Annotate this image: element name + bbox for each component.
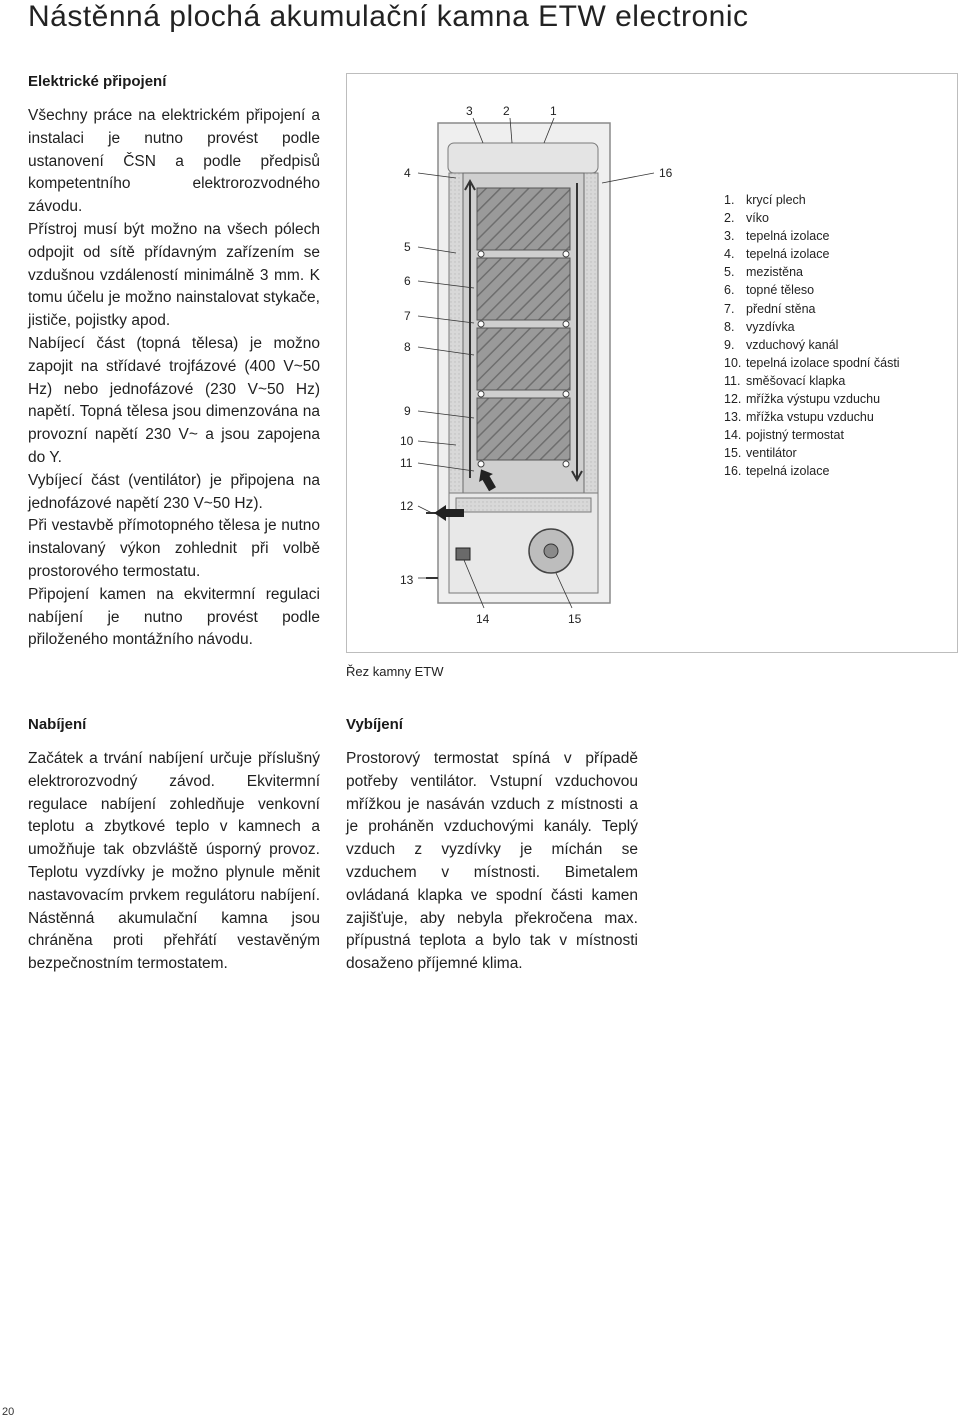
- callout-13: 13: [400, 573, 414, 587]
- callout-1: 1: [550, 104, 557, 118]
- electrical-paragraph: Při vestavbě přímotopného tělesa je nutno instalovaný výkon zohlednit při volbě prostorového termostatu.: [28, 517, 320, 580]
- callout-6: 6: [404, 274, 411, 288]
- callout-9: 9: [404, 404, 411, 418]
- discharging-heading: Vybíjení: [346, 716, 403, 733]
- figure-caption: Řez kamny ETW: [346, 664, 444, 679]
- electrical-paragraph: Připojení kamen na ekvitermní regulaci nabíjení je nutno provést podle přiloženého montážního návodu.: [28, 585, 320, 649]
- electrical-paragraph: Nabíjecí část (topná tělesa) je možno zapojit na střídavé trojfázové (400 V~50 Hz) nebo jednofázové (230 V~50 Hz) napětí. Topná tělesa jsou dimenzována na provozní napětí 230 V~ a jsou zapojena do Y.: [28, 334, 320, 466]
- page-number: 20: [2, 1406, 15, 1418]
- legend-item: 16. tepelná izolace: [724, 464, 830, 479]
- legend-item: 11. směšovací klapka: [724, 373, 846, 388]
- callout-2: 2: [503, 104, 510, 118]
- bottom-insulation: [456, 498, 591, 512]
- right-insulation: [584, 173, 598, 493]
- charging-text: Začátek a trvání nabíjení určuje příslušný elektrorozvodný závod. Ekvitermní regulace nabíjení zohledňuje venkovní teplotu a zbytkové teplo v kamnech a umožňuje tak obzvláště úsporný provoz. Teplotu vyzdívky je možno plynule měnit nastavovacím prvkem regulátoru nabíjení. Nástěnná akumulační kamna jsou chráněna proti přehřátí vestavěným bezpečnostním termostatem.: [28, 750, 320, 973]
- electrical-paragraph: Vybíjecí část (ventilátor) je připojena na jednofázové napětí 230 V~50 Hz).: [28, 471, 320, 512]
- legend-item: 1. krycí plech: [724, 193, 806, 207]
- legend-item: 6. topné těleso: [724, 283, 815, 298]
- fan-hub: [544, 544, 558, 558]
- discharging-text: Prostorový termostat spíná v případě potřeby ventilátor. Vstupní vzduchovou mřížkou je nasáván vzduch z místnosti a je proháněn vzduchovými kanály. Teplý vzduch z vyzdívky je míchán se vzduchem v místnosti. Bimetalem ovládaná klapka ve spodní části kamen zajišťuje, aby nebyla překročena max. přípustná teplota a bylo tak v místnosti dosaženo příjemné klima.: [346, 750, 638, 973]
- electrical-text: [28, 105, 320, 652]
- legend-item: 8. vyzdívka: [724, 319, 795, 334]
- callout-8: 8: [404, 340, 411, 354]
- callout-14: 14: [476, 612, 490, 626]
- legend-item: 9. vzduchový kanál: [724, 337, 839, 352]
- callout-5: 5: [404, 240, 411, 254]
- brick-block: [477, 328, 570, 390]
- legend-item: 14. pojistný termostat: [724, 428, 844, 443]
- callout-16: 16: [659, 166, 673, 180]
- legend-item: 10. tepelná izolace spodní části: [724, 355, 900, 370]
- callout-3: 3: [466, 104, 473, 118]
- callout-11: 11: [400, 456, 413, 470]
- brick-block: [477, 398, 570, 460]
- diagram-legend: [724, 191, 900, 481]
- safety-thermostat: [456, 548, 470, 560]
- legend-item: 15. ventilátor: [724, 446, 797, 461]
- legend-item: 3. tepelná izolace: [724, 229, 830, 244]
- legend-item: 7. přední stěna: [724, 301, 816, 316]
- callout-7: 7: [404, 309, 411, 323]
- brick-block: [477, 188, 570, 250]
- electrical-paragraph: Všechny práce na elektrickém připojení a instalaci je nutno provést podle ustanovení ČSN a podle předpisů kompetentního elektrorozvodného závodu.: [28, 107, 320, 216]
- callout-12: 12: [400, 499, 414, 513]
- electrical-heading: Elektrické připojení: [28, 73, 167, 90]
- page-title: Nástěnná plochá akumulační kamna ETW electronic: [28, 0, 749, 33]
- legend-item: 13. mřížka vstupu vzduchu: [724, 410, 874, 425]
- brick-block: [477, 258, 570, 320]
- callout-4: 4: [404, 166, 411, 180]
- legend-item: 4. tepelná izolace: [724, 247, 830, 262]
- callout-10: 10: [400, 434, 414, 448]
- legend-item: 5. mezistěna: [724, 265, 803, 280]
- top-insulation: [448, 143, 598, 173]
- legend-item: 12. mřížka výstupu vzduchu: [724, 392, 881, 407]
- charging-heading: Nabíjení: [28, 716, 87, 733]
- callout-15: 15: [568, 612, 582, 626]
- electrical-paragraph: Přístroj musí být možno na všech pólech odpojit od sítě přídavným zařízením se vzdušnou vzdáleností minimálně 3 mm. K tomu účelu je možno nainstalovat stykače, jističe, pojistky apod.: [28, 220, 320, 330]
- legend-item: 2. víko: [724, 211, 769, 226]
